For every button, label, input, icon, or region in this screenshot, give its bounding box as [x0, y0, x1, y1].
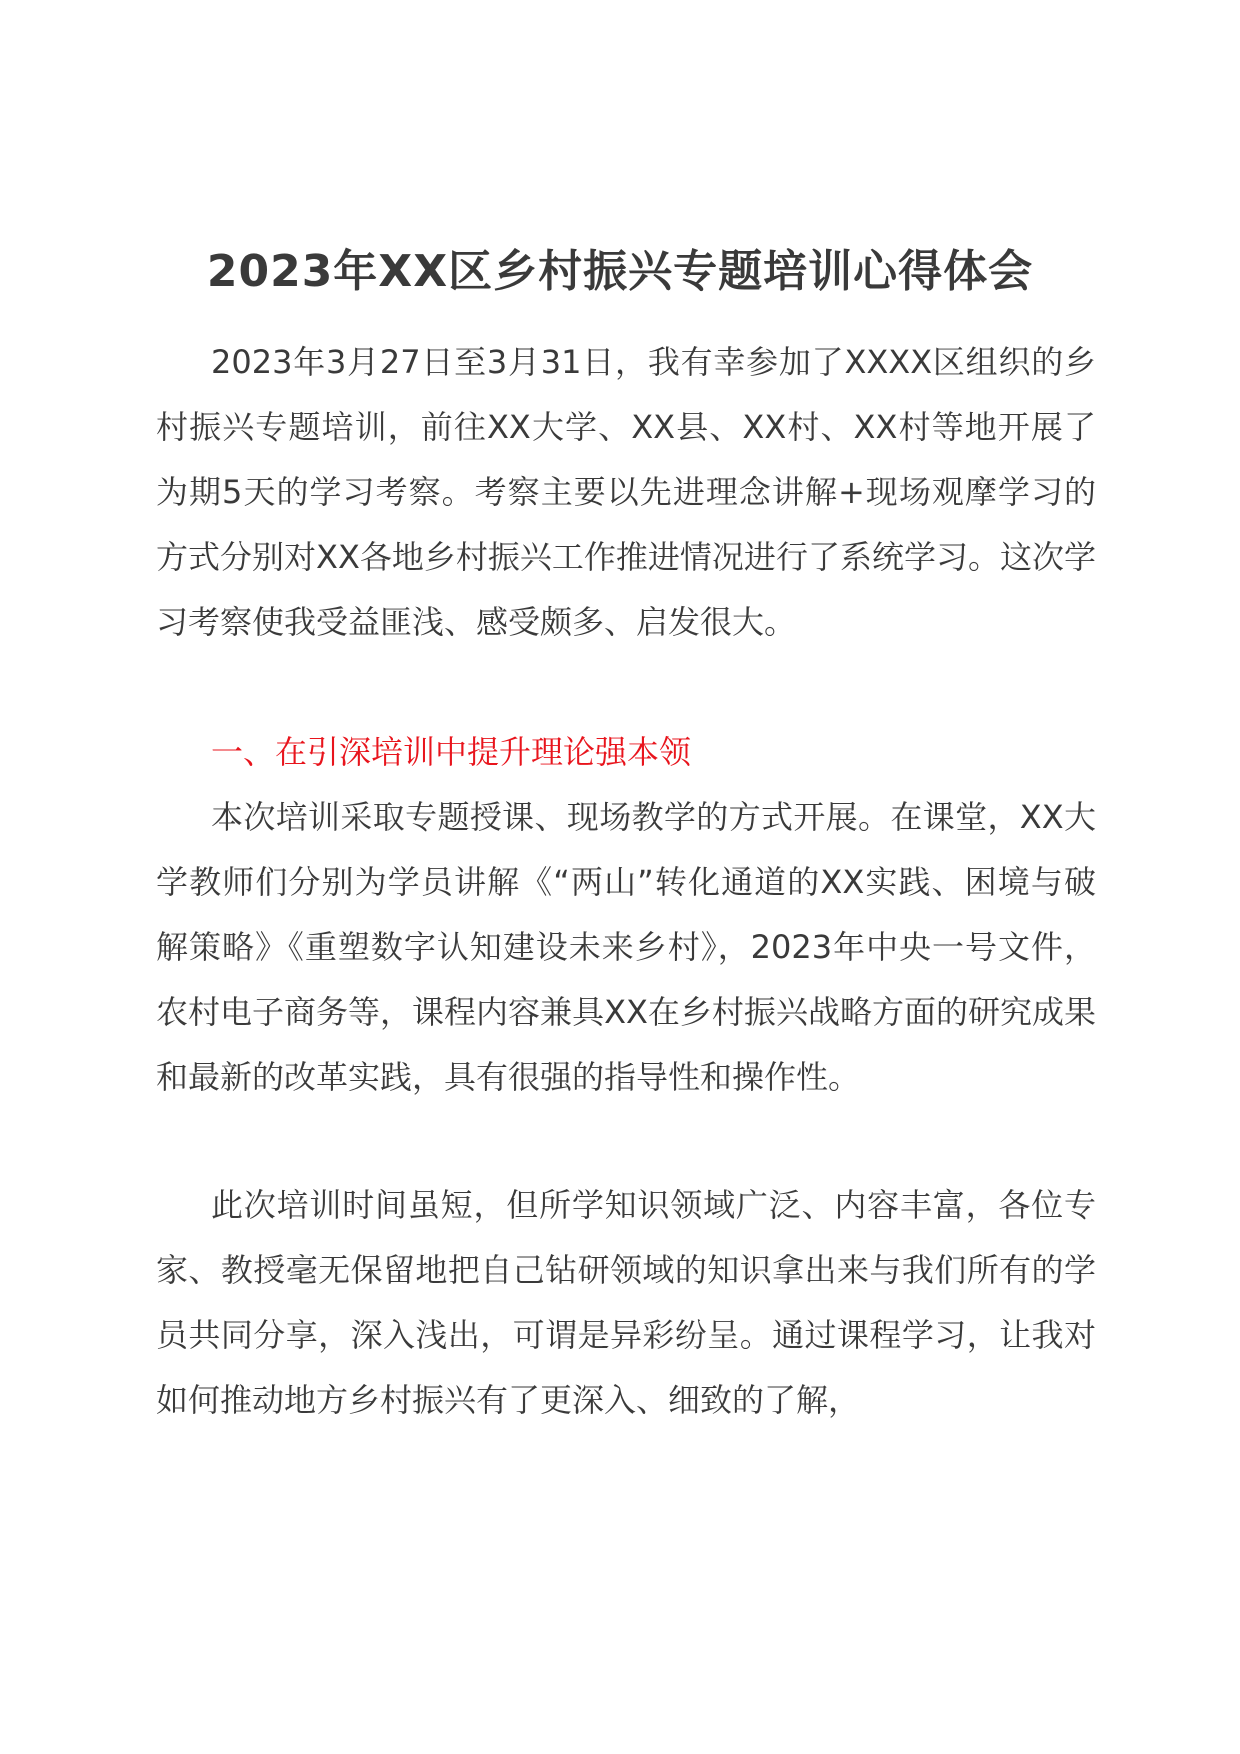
- section-1-paragraph-1: 本次培训采取专题授课、现场教学的方式开展。在课堂，XX大学教师们分别为学员讲解《“两山”转化通道的XX实践、困境与破解策略》《重塑数字认知建设未来乡村》，2023年中央一号文件，农村电子商务等，课程内容兼具XX在乡村振兴战略方面的研究成果和最新的改革实践，具有很强的指导性和操作性。: [156, 798, 1096, 1096]
- section-heading-1: 一、在引深培训中提升理论强本领: [211, 733, 692, 771]
- intro-paragraph: 2023年3月27日至3月31日，我有幸参加了XXXX区组织的乡村振兴专题培训，前往XX大学、XX县、XX村、XX村等地开展了为期5天的学习考察。考察主要以先进理念讲解+现场观摩学习的方式分别对XX各地乡村振兴工作推进情况进行了系统学习。这次学习考察使我受益匪浅、感受颇多、启发很大。: [156, 343, 1096, 641]
- section-1-paragraph-2: 此次培训时间虽短，但所学知识领域广泛、内容丰富，各位专家、教授毫无保留地把自己钻研领域的知识拿出来与我们所有的学员共同分享，深入浅出，可谓是异彩纷呈。通过课程学习，让我对如何推动地方乡村振兴有了更深入、细致的了解，: [156, 1186, 1096, 1419]
- document-title: 2023年XX区乡村振兴专题培训心得体会: [206, 246, 1034, 297]
